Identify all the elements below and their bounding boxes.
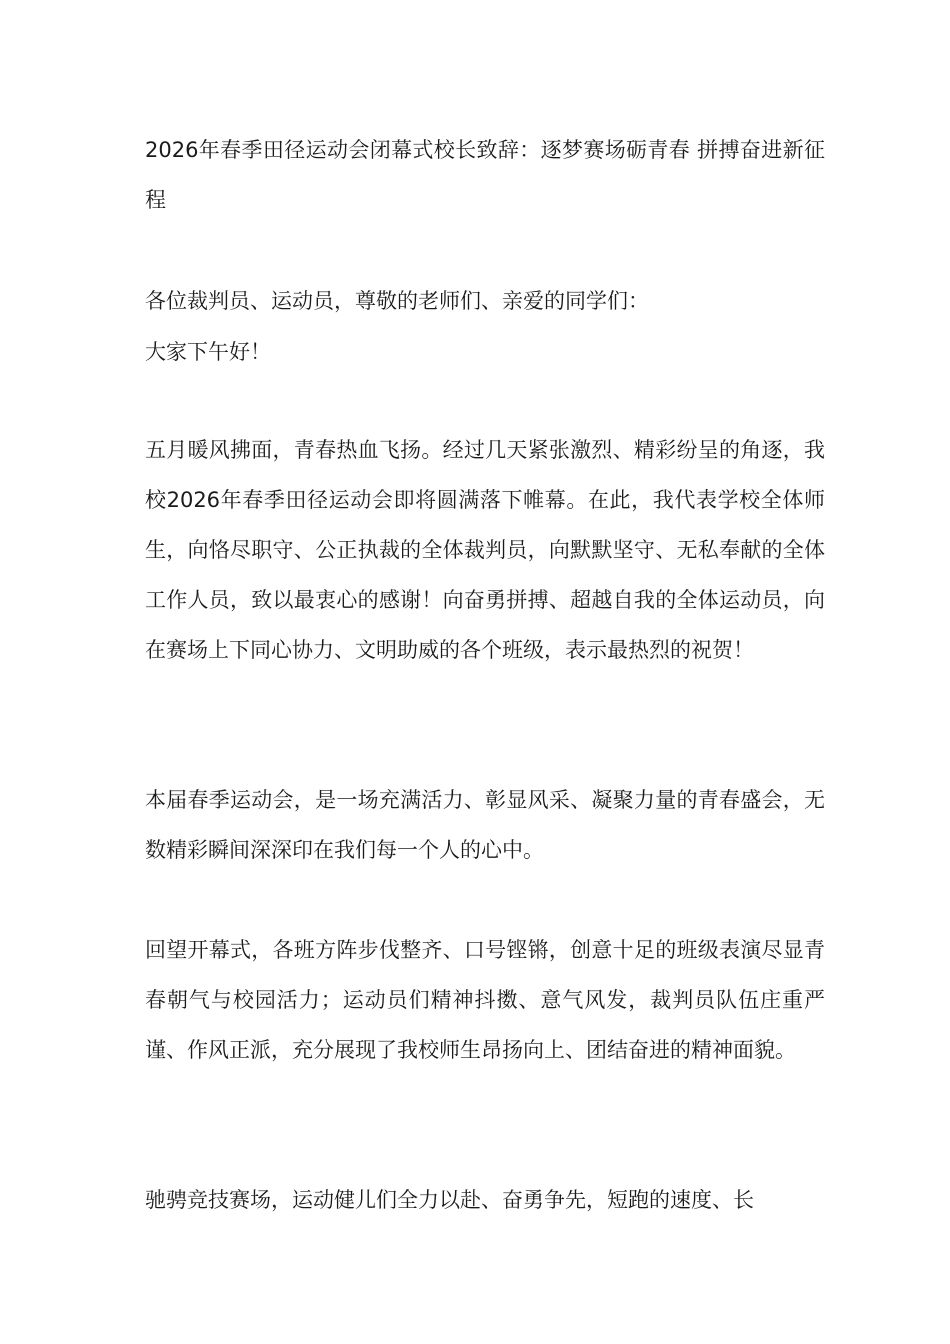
greeting: 大家下午好！ xyxy=(145,340,271,364)
paragraph: 驰骋竞技赛场，运动健儿们全力以赴、奋勇争先，短跑的速度、长 xyxy=(145,1188,754,1212)
paragraph: 五月暖风拂面，青春热血飞扬。经过几天紧张激烈、精彩纷呈的角逐，我校2026年春季田径运动会即将圆满落下帷幕。在此，我代表学校全体师生，向恪尽职守、公正执裁的全体裁判员，向默默坚守、无私奉献的全体工作人员，致以最衷心的感谢！向奋勇拼搏、超越自我的全体运动员，向在赛场上下同心协力、文明助威的各个班级，表示最热烈的祝贺！ xyxy=(145,438,825,662)
paragraph: 回望开幕式，各班方阵步伐整齐、口号铿锵，创意十足的班级表演尽显青春朝气与校园活力；运动员们精神抖擞、意气风发，裁判员队伍庄重严谨、作风正派，充分展现了我校师生昂扬向上、团结奋进的精神面貌。 xyxy=(145,938,825,1062)
paragraph: 本届春季运动会，是一场充满活力、彰显风采、凝聚力量的青春盛会，无数精彩瞬间深深印在我们每一个人的心中。 xyxy=(145,788,825,862)
document-title: 2026年春季田径运动会闭幕式校长致辞：逐梦赛场砺青春 拼搏奋进新征程 xyxy=(145,138,825,212)
salutation: 各位裁判员、运动员，尊敬的老师们、亲爱的同学们： xyxy=(145,289,649,313)
